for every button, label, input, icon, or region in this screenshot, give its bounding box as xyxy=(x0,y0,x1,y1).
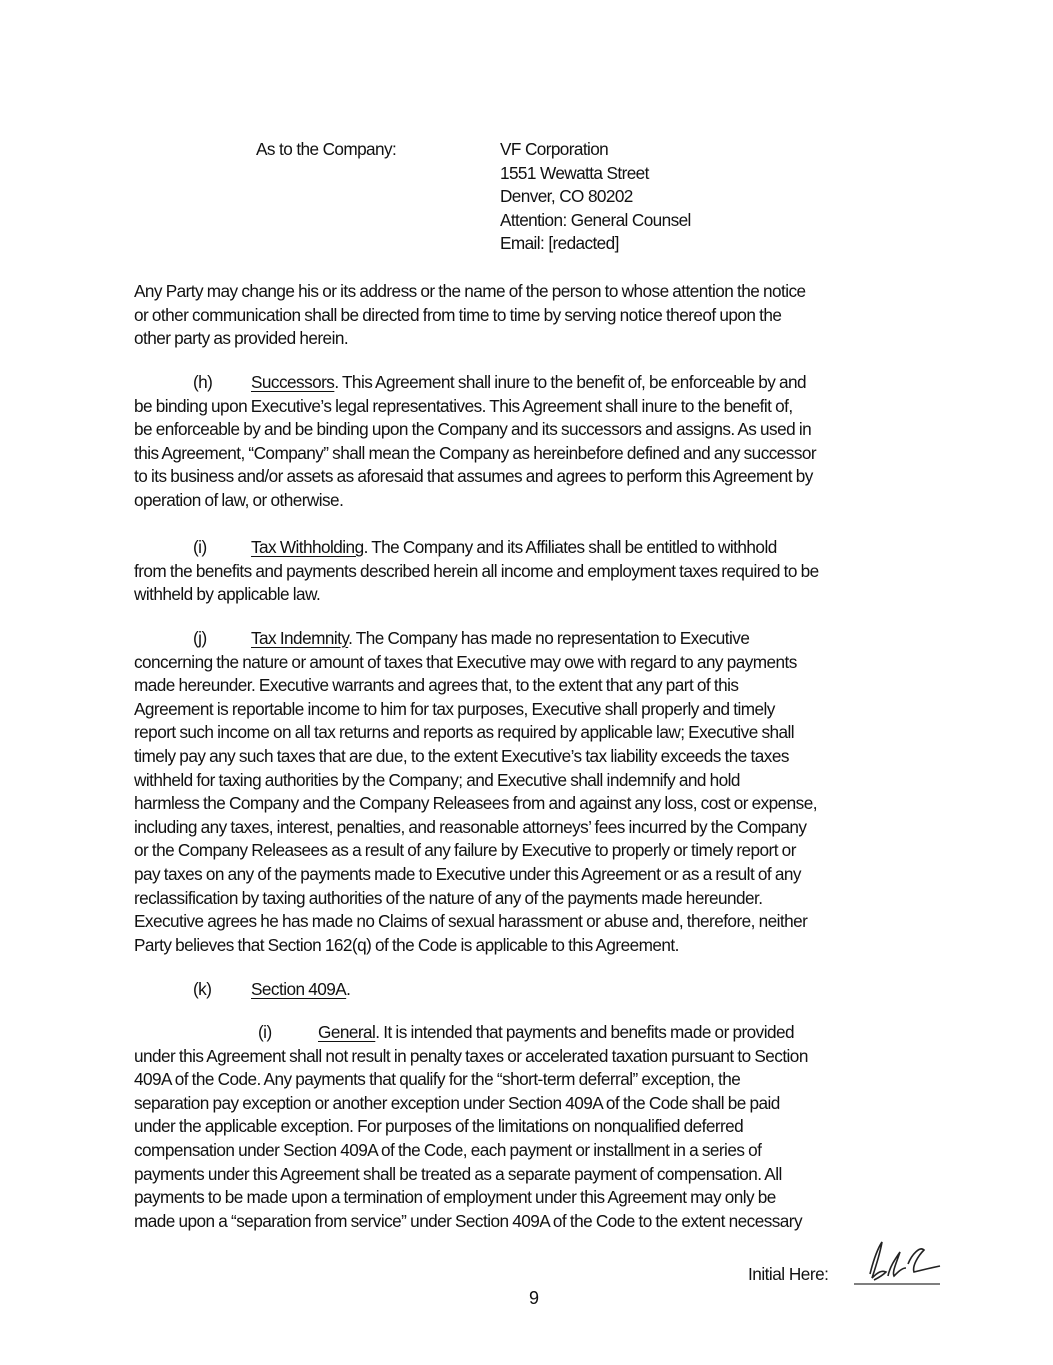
address-line: 1551 Wewatta Street xyxy=(500,162,649,183)
address-block xyxy=(500,138,691,256)
section-heading: Tax Indemnity xyxy=(251,628,349,648)
paragraph-line: other party as provided herein. xyxy=(134,328,349,349)
paragraph-line: be enforceable by and be binding upon the Company and its successors and assigns. As used in xyxy=(134,419,812,440)
paragraph-line: reclassification by taxing authorities of the nature of any of the payments made hereunder. xyxy=(134,887,763,908)
address-line: VF Corporation xyxy=(500,139,609,159)
section-k-i-general xyxy=(134,1021,934,1233)
address-line: Denver, CO 80202 xyxy=(500,186,633,207)
paragraph-line: payments to be made upon a termination of employment under this Agreement may only be xyxy=(134,1187,776,1208)
section-first-line: . The Company has made no representation to Executive xyxy=(348,628,750,648)
initial-here-label: Initial Here: xyxy=(748,1264,829,1284)
paragraph-line: separation pay exception or another exception under Section 409A of the Code shall be paid xyxy=(134,1092,780,1113)
paragraph-line: 409A of the Code. Any payments that qualify for the “short-term deferral” exception, the xyxy=(134,1069,741,1090)
paragraph-line: be binding upon Executive’s legal representatives. This Agreement shall inure to the benefit of, xyxy=(134,395,793,416)
paragraph-line: to its business and/or assets as aforesaid that assumes and agrees to perform this Agreement by xyxy=(134,466,813,487)
paragraph-line: made hereunder. Executive warrants and agrees that, to the extent that any part of this xyxy=(134,675,739,696)
paragraph-line: or the Company Releasees as a result of any failure by Executive to properly or timely report or xyxy=(134,840,796,861)
paragraph-line: or other communication shall be directed from time to time by serving notice thereof upon the xyxy=(134,304,782,325)
paragraph-line: Agreement is reportable income to him for tax purposes, Executive shall properly and timely xyxy=(134,698,775,719)
section-first-line: . It is intended that payments and benefits made or provided xyxy=(375,1022,795,1042)
paragraph-line: concerning the nature or amount of taxes that Executive may owe with regard to any payments xyxy=(134,651,797,672)
paragraph-line: made upon a “separation from service” under Section 409A of the Code to the extent necessary xyxy=(134,1210,803,1231)
paragraph-line: Executive agrees he has made no Claims of sexual harassment or abuse and, therefore, neither xyxy=(134,911,808,932)
section-k-409a xyxy=(134,978,934,1002)
paragraph-line: withheld for taxing authorities by the Company; and Executive shall indemnify and hold xyxy=(134,769,740,790)
section-number: (i) xyxy=(193,537,207,557)
section-first-line: . This Agreement shall inure to the benefit of, be enforceable by and xyxy=(334,372,807,392)
section-heading: Section 409A xyxy=(251,979,347,999)
paragraph-line: timely pay any such taxes that are due, to the extent Executive’s tax liability exceeds the taxes xyxy=(134,745,789,766)
paragraph-line: report such income on all tax returns and reports as required by applicable law; Executive shall xyxy=(134,722,795,743)
paragraph-line: under this Agreement shall not result in penalty taxes or accelerated taxation pursuant to Section xyxy=(134,1045,808,1066)
paragraph-line: under the applicable exception. For purposes of the limitations on nonqualified deferred xyxy=(134,1116,744,1137)
page-number: 9 xyxy=(528,1288,539,1308)
paragraph-line: including any taxes, interest, penalties, and reasonable attorneys’ fees incurred by the Company xyxy=(134,816,807,837)
paragraph-line: Any Party may change his or its address or the name of the person to whose attention the notice xyxy=(134,281,806,301)
section-number: (i) xyxy=(258,1022,272,1042)
paragraph-line: pay taxes on any of the payments made to Executive under this Agreement or as a result of any xyxy=(134,863,801,884)
paragraph-line: payments under this Agreement shall be treated as a separate payment of compensation. All xyxy=(134,1163,782,1184)
paragraph-line: operation of law, or otherwise. xyxy=(134,489,344,510)
address-line: Email: [redacted] xyxy=(500,233,619,254)
notice-change-paragraph xyxy=(134,280,934,351)
section-heading: General xyxy=(318,1022,376,1042)
address-label: As to the Company: xyxy=(256,139,397,159)
address-line: Attention: General Counsel xyxy=(500,209,691,230)
section-number: (h) xyxy=(193,372,213,392)
section-j-tax-indemnity xyxy=(134,627,934,957)
section-number: (k) xyxy=(193,979,212,999)
paragraph-line: compensation under Section 409A of the Code, each payment or installment in a series of xyxy=(134,1139,762,1160)
paragraph-line: this Agreement, “Company” shall mean the Company as hereinbefore defined and any successor xyxy=(134,442,817,463)
section-first-line: . The Company and its Affiliates shall be entitled to withhold xyxy=(363,537,777,557)
section-number: (j) xyxy=(193,628,207,648)
paragraph-line: harmless the Company and the Company Releasees from and against any loss, cost or expense, xyxy=(134,793,817,814)
section-heading-suffix: . xyxy=(346,979,351,999)
paragraph-line: withheld by applicable law. xyxy=(134,584,321,605)
paragraph-line: from the benefits and payments described herein all income and employment taxes required to be xyxy=(134,560,819,581)
section-h-successors xyxy=(134,371,934,513)
section-heading: Tax Withholding xyxy=(251,537,364,557)
section-i-tax-withholding xyxy=(134,536,934,607)
paragraph-line: Party believes that Section 162(q) of the Code is applicable to this Agreement. xyxy=(134,934,679,955)
section-heading: Successors xyxy=(251,372,335,392)
